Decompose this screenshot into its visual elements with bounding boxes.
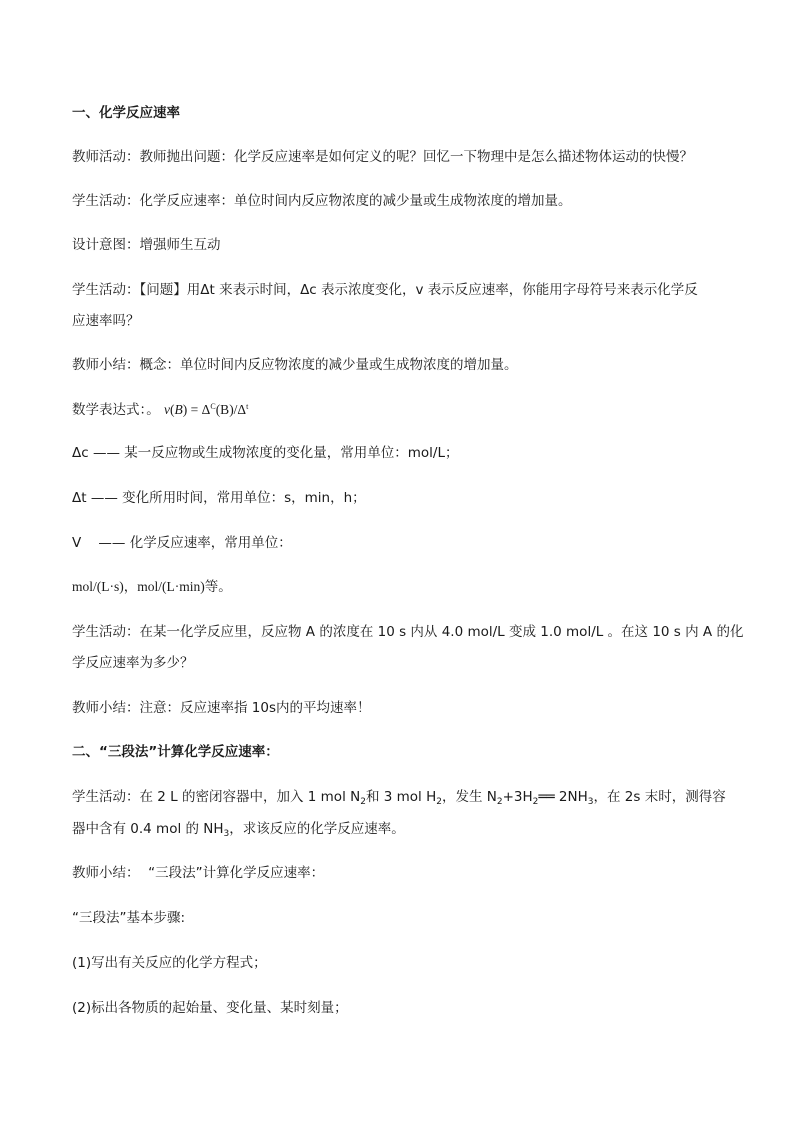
step-2: (2)标出各物质的起始量、变化量、某时刻量； xyxy=(72,1000,348,1016)
step-1: (1)写出有关反应的化学方程式； xyxy=(72,955,267,971)
expression-label: 数学表达式：。 xyxy=(72,402,160,418)
steps-title: “三段法”基本步骤: xyxy=(72,910,186,926)
formula-c-sup: C xyxy=(210,402,216,411)
formula-eq: = Δ xyxy=(187,402,211,417)
example-line2: 学反应速率为多少？ xyxy=(72,655,194,671)
formula-close: ) xyxy=(182,402,188,417)
delta-t-definition: Δt —— 变化所用时间，常用单位：s，min，h； xyxy=(72,490,366,506)
v-definition: V —— 化学反应速率，常用单位： xyxy=(72,535,292,551)
delta-c-definition: Δc —— 某一反应物或生成物浓度的变化量，常用单位：mol/L； xyxy=(72,445,459,461)
student-question-line1: 学生活动：【问题】用Δt 来表示时间，Δc 表示浓度变化，v 表示反应速率，你能用字母符号来表示化学反 xyxy=(72,282,698,298)
teacher-question: 教师活动：教师抛出问题：化学反应速率是如何定义的呢？回忆一下物理中是怎么描述物体运动的快慢？ xyxy=(72,149,693,165)
formula-open: ( xyxy=(170,402,175,417)
student-question-line2: 应速率吗？ xyxy=(72,313,140,329)
example-line1: 学生活动：在某一化学反应里，反应物 A 的浓度在 10 s 内从 4.0 mol/L 变成 1.0 mol/L 。在这 10 s 内 A 的化 xyxy=(72,624,744,640)
problem-line2: 器中含有 0.4 mol 的 $NH_3$，求该反应的化学反应速率。 xyxy=(72,821,405,839)
section1-title: 一、化学反应速率 xyxy=(72,105,180,121)
section2-teacher-summary: 教师小结： “三段法”计算化学反应速率： xyxy=(72,865,325,881)
section2-title: 二、“三段法”计算化学反应速率： xyxy=(72,744,279,760)
formula-rest: (B)/Δ xyxy=(215,402,247,417)
teacher-summary: 教师小结：概念：单位时间内反应物浓度的减少量或生成物浓度的增加量。 xyxy=(72,357,518,373)
formula-v: v xyxy=(164,402,171,417)
rate-formula xyxy=(164,402,248,417)
student-answer: 学生活动：化学反应速率：单位时间内反应物浓度的减少量或生成物浓度的增加量。 xyxy=(72,193,572,209)
formula-b: B xyxy=(174,402,183,417)
rate-note: 教师小结：注意：反应速率指 10s内的平均速率！ xyxy=(72,700,371,716)
v-units: mol/(L·s)，mol/(L·min)等。 xyxy=(72,579,232,594)
formula-t-sup: t xyxy=(246,402,249,411)
problem-line1: 学生活动：在 2 L 的密闭容器中，加入 1 mol $N_2$和 3 mol $H_2$，发生 $N_2+3H_2══$ $2NH_3$，在 2s 末时，测得容 xyxy=(72,789,726,807)
design-intent: 设计意图：增强师生互动 xyxy=(72,237,221,253)
expression-line xyxy=(72,400,732,420)
